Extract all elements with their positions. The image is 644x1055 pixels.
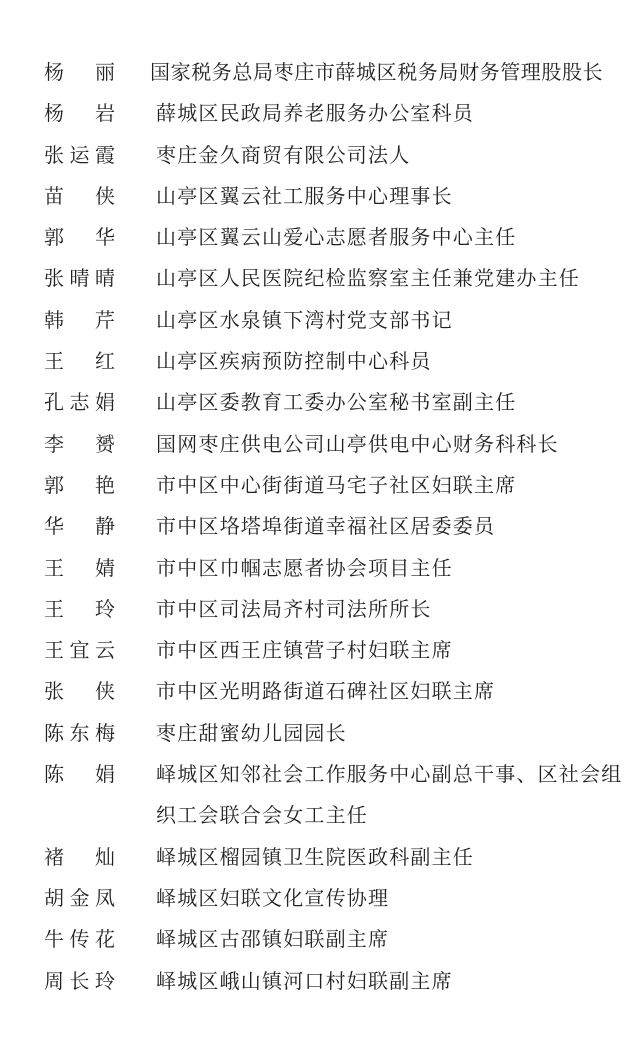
person-name: 陈东梅	[44, 720, 116, 745]
person-name: 张晴晴	[44, 266, 116, 291]
list-item	[0, 671, 644, 712]
person-name: 李 赟	[44, 431, 116, 456]
person-title: 枣庄甜蜜幼儿园园长	[156, 720, 347, 745]
list-item	[0, 548, 644, 589]
person-name: 张运霞	[44, 142, 116, 167]
person-name: 张 侠	[44, 679, 116, 704]
person-title: 国网枣庄供电公司山亭供电中心财务科科长	[156, 431, 559, 456]
person-name: 杨 丽	[44, 60, 116, 84]
list-item	[0, 52, 644, 93]
list-item	[0, 258, 644, 299]
list-item	[0, 424, 644, 465]
person-title: 峄城区妇联文化宣传协理	[156, 885, 390, 910]
person-name: 王宜云	[44, 638, 116, 663]
person-name: 王 婧	[44, 555, 116, 580]
list-item	[0, 93, 644, 134]
list-item	[0, 176, 644, 217]
person-name: 华 静	[44, 514, 116, 539]
person-name: 韩 芹	[44, 307, 116, 332]
person-title: 山亭区水泉镇下湾村党支部书记	[156, 307, 453, 332]
person-name: 郭 华	[44, 225, 116, 250]
person-title: 市中区司法局齐村司法所所长	[156, 596, 432, 621]
list-item	[0, 506, 644, 547]
person-name: 陈 娟	[44, 762, 116, 787]
person-title: 山亭区人民医院纪检监察室主任兼党建办主任	[156, 266, 580, 291]
list-item	[0, 961, 644, 1002]
list-item	[0, 300, 644, 341]
person-title: 山亭区翼云社工服务中心理事长	[156, 183, 453, 208]
person-title: 峄城区榴园镇卫生院医政科副主任	[156, 844, 474, 869]
list-item	[0, 630, 644, 671]
list-item	[0, 754, 644, 837]
person-title: 峄城区峨山镇河口村妇联副主席	[156, 968, 453, 993]
person-title: 市中区光明路街道石碑社区妇联主席	[156, 679, 496, 704]
person-name: 孔志娟	[44, 390, 116, 415]
list-item	[0, 341, 644, 382]
list-item	[0, 589, 644, 630]
person-name: 胡金凤	[44, 885, 116, 910]
list-item	[0, 135, 644, 176]
person-title: 山亭区委教育工委办公室秘书室副主任	[156, 390, 517, 415]
person-name: 王 玲	[44, 596, 116, 621]
person-title: 市中区巾帼志愿者协会项目主任	[156, 555, 453, 580]
list-item	[0, 382, 644, 423]
list-item	[0, 217, 644, 258]
person-name: 牛传花	[44, 927, 116, 952]
person-name: 王 红	[44, 349, 116, 374]
person-name: 郭 艳	[44, 472, 116, 497]
list-item	[0, 919, 644, 960]
person-title: 国家税务总局枣庄市薛城区税务局财务管理股股长	[150, 60, 604, 84]
list-item	[0, 713, 644, 754]
person-title: 市中区垎塔埠街道幸福社区居委委员	[156, 514, 496, 539]
list-item	[0, 878, 644, 919]
roster-list	[0, 52, 644, 1002]
person-name: 周长玲	[44, 968, 116, 993]
person-title: 枣庄金久商贸有限公司法人	[156, 142, 411, 167]
person-title: 市中区西王庄镇营子村妇联主席	[156, 638, 453, 663]
person-title: 薛城区民政局养老服务办公室科员	[156, 101, 474, 126]
list-item	[0, 465, 644, 506]
person-name: 褚 灿	[44, 844, 116, 869]
person-name: 杨 岩	[44, 101, 116, 126]
person-name: 苗 侠	[44, 183, 116, 208]
list-item	[0, 837, 644, 878]
person-title: 峄城区知邻社会工作服务中心副总干事、区社会组织工会联合会女工主任	[156, 762, 623, 828]
person-title: 山亭区翼云山爱心志愿者服务中心主任	[156, 225, 517, 250]
person-title: 山亭区疾病预防控制中心科员	[156, 349, 432, 374]
person-title: 峄城区古邵镇妇联副主席	[156, 927, 390, 952]
person-title: 市中区中心街街道马宅子社区妇联主席	[156, 472, 517, 497]
